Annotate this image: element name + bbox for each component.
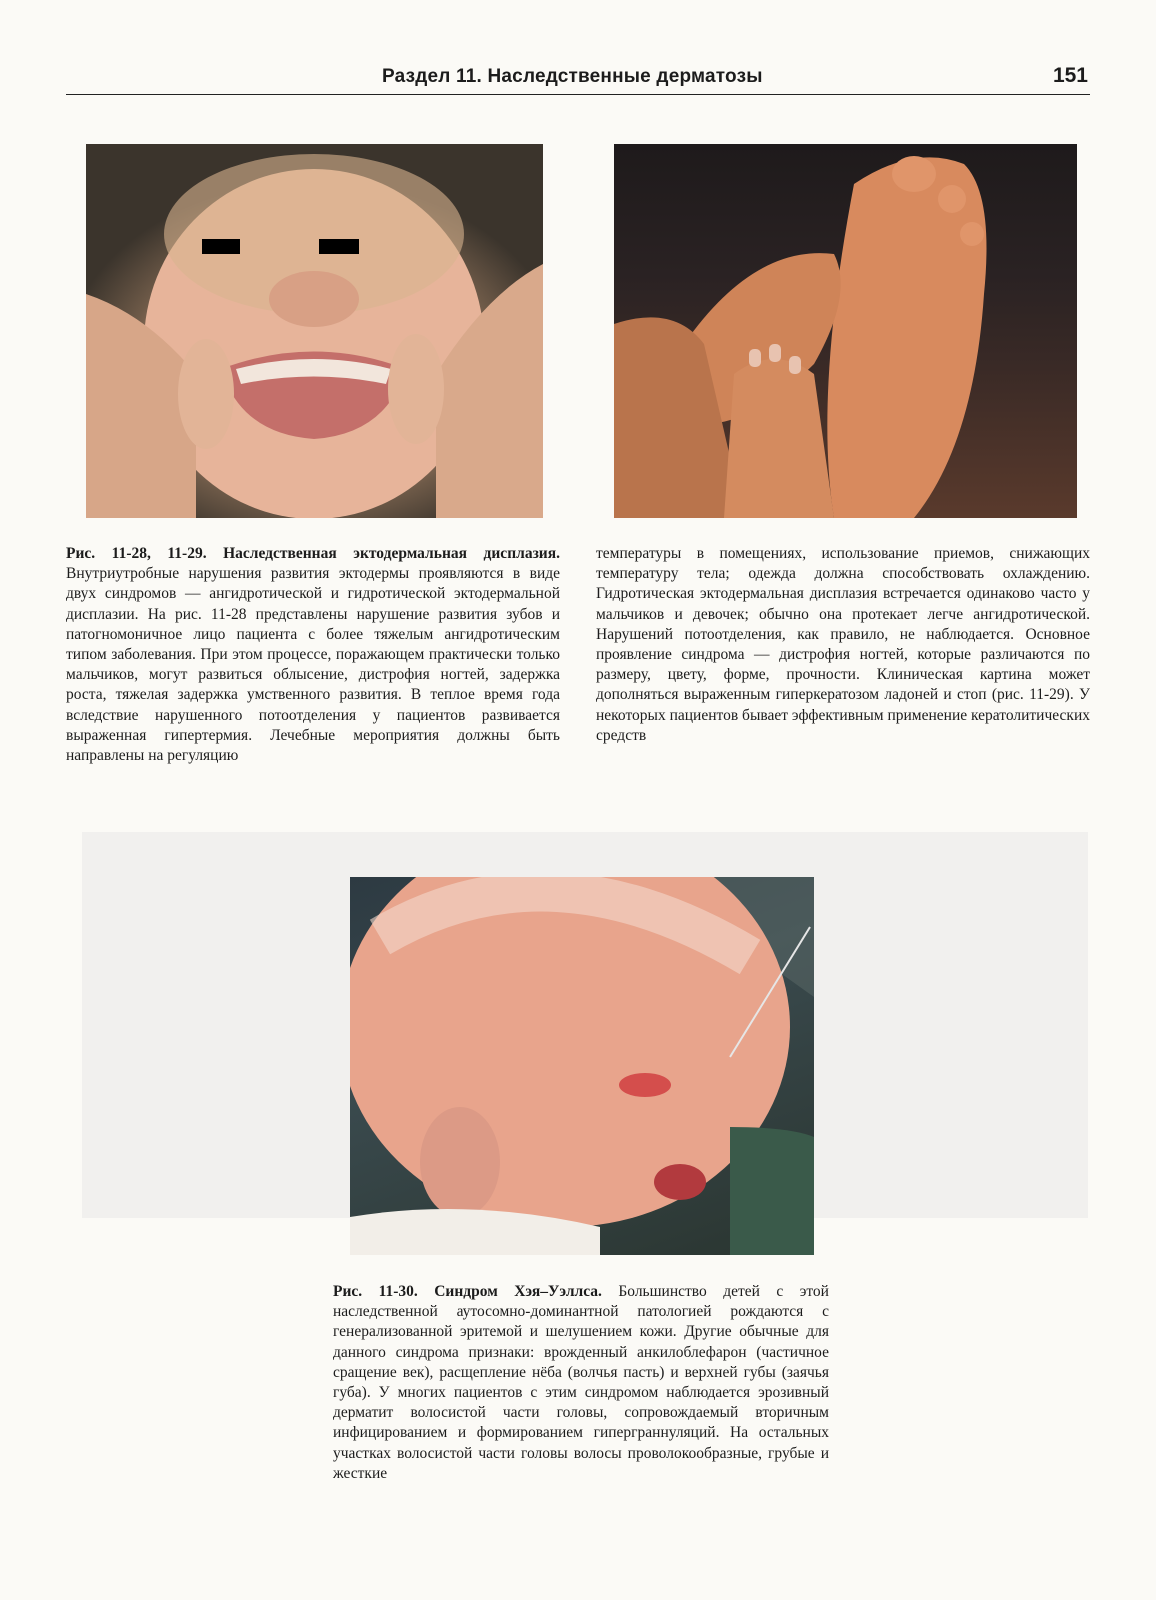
figure-11-28-photo <box>86 144 543 518</box>
caption-fig-11-30 <box>333 1282 829 1484</box>
figure-11-29-photo <box>614 144 1077 518</box>
caption-label: Рис. 11-28, 11-29. Наследственная эктодермальная дисплазия. <box>66 545 560 562</box>
caption-text: Внутриутробные нарушения развития эктодермы проявляются в виде двух синдромов — ангидротической и гидротической эктодермальной дисплазии. На рис. 11-28 представлены нарушение развития зубов и патогномоничное лицо пациента с более тяжелым ангидротическим типом заболевания. При этом процессе, поражающем практически только мальчиков, могут развиться облысение, дистрофия ногтей, задержка роста, тяжелая задержка умственного развития. В теплое время года вследствие нарушенного потоотделения у пациентов развивается выраженная гипертермия. Лечебные мероприятия должны быть направлены на регуляцию <box>66 565 560 765</box>
censor-bar-left <box>202 239 240 254</box>
censor-bar-right <box>319 239 359 254</box>
caption-label: Рис. 11-30. Синдром Хэя–Уэллса. <box>333 1283 602 1300</box>
page-number: 151 <box>1052 64 1088 87</box>
figure-11-30-photo <box>350 877 814 1255</box>
section-title: Раздел 11. Наследственные дерматозы <box>382 66 763 87</box>
caption-text: Большинство детей с этой наследственной аутосомно-доминантной патологией рождаются с генерализованной эритемой и шелушением кожи. Другие обычные для данного синдрома признаки: врожденный анкилоблефарон (частичное сращение век), расщепление нёба (волчья пасть) и верхней губы (заячья губа). У многих пациентов с этим синдромом наблюдается эрозивный дерматит волосистой части головы, сопровождаемый вторичным инфицированием и формированием гиперграннуляций. На остальных участках волосистой части головы волосы проволокообразные, грубые и жесткие <box>333 1283 829 1482</box>
running-header <box>66 64 1090 95</box>
caption-fig-11-28-29-right <box>596 544 1090 746</box>
caption-text: температуры в помещениях, использование приемов, снижающих температуру тела; одежда должна способствовать охлаждению. Гидротическая эктодермальная дисплазия встречается одинаково часто у мальчиков и девочек; обычно она протекает легче ангидротической. Нарушений потоотделения, как правило, не наблюдается. Основное проявление синдрома — дистрофия ногтей, которые различаются по размеру, цвету, форме, прочности. Клиническая картина может дополняться выраженным гиперкератозом ладоней и стоп (рис. 11-29). У некоторых пациентов бывает эффективным применение кератолитических средств <box>596 545 1090 744</box>
caption-fig-11-28-29-left <box>66 544 560 766</box>
